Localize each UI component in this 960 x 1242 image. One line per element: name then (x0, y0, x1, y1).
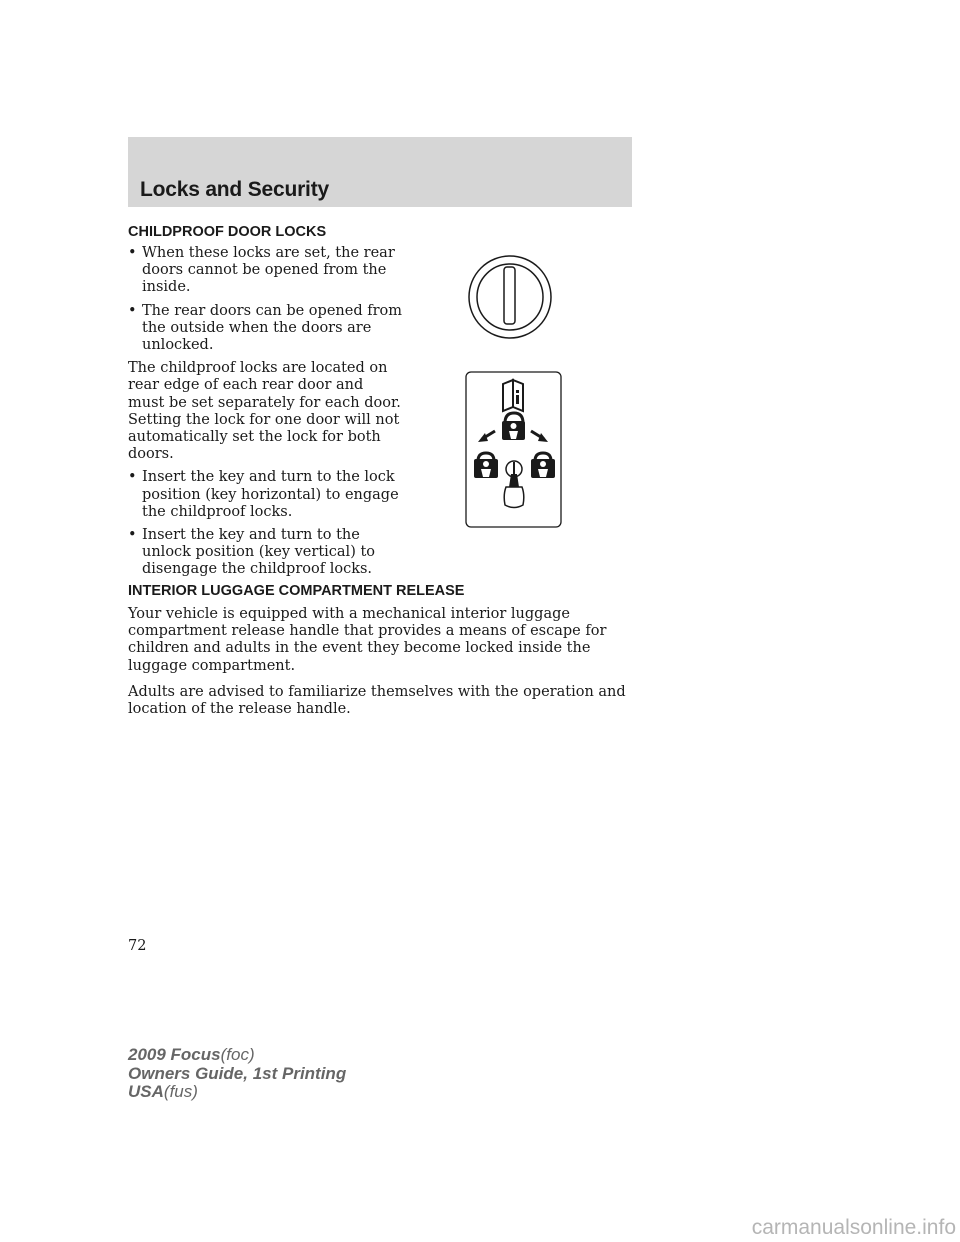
paragraph: The childproof locks are located on rear edge of each rear door and must be set separately for each door. Setting the lock for one door will not automatically set the lock for both doors. (128, 360, 401, 463)
section-heading-childproof: CHILDPROOF DOOR LOCKS (128, 224, 327, 240)
footer-model-code: (foc) (220, 1045, 255, 1064)
childproof-lock-label-icon (465, 371, 563, 529)
bullet-item: • Insert the key and turn to the lock position (key horizontal) to engage the childproof locks. (128, 469, 403, 521)
footer-market: USA (128, 1082, 164, 1101)
lock-cylinder-icon (467, 254, 557, 344)
luggage-release-text (128, 606, 638, 727)
bullet-item: • The rear doors can be opened from the outside when the doors are unlocked. (128, 303, 403, 355)
watermark: carmanualsonline.info (751, 1216, 956, 1239)
page-title: Locks and Security (140, 178, 329, 201)
footer-model: 2009 Focus (128, 1045, 221, 1064)
childproof-text-column (128, 245, 403, 585)
bullet-item: • When these locks are set, the rear doors cannot be opened from the inside. (128, 245, 403, 297)
page-number: 72 (128, 938, 147, 954)
footer-printing: Owners Guide, 1st Printing (128, 1063, 347, 1083)
paragraph: Adults are advised to familiarize themselves with the operation and location of the release handle. (128, 683, 626, 718)
paragraph: Your vehicle is equipped with a mechanical interior luggage compartment release handle that provides a means of escape for children and adults in the event they become locked inside the luggage compartment. (128, 606, 607, 674)
footer-edition-info (128, 1046, 346, 1102)
section-heading-luggage-release: INTERIOR LUGGAGE COMPARTMENT RELEASE (128, 583, 465, 599)
manual-book-icon (503, 380, 523, 411)
bullet-item: • Insert the key and turn to the unlock position (key vertical) to disengage the childproof locks. (128, 527, 403, 579)
footer-market-code: (fus) (163, 1082, 198, 1101)
